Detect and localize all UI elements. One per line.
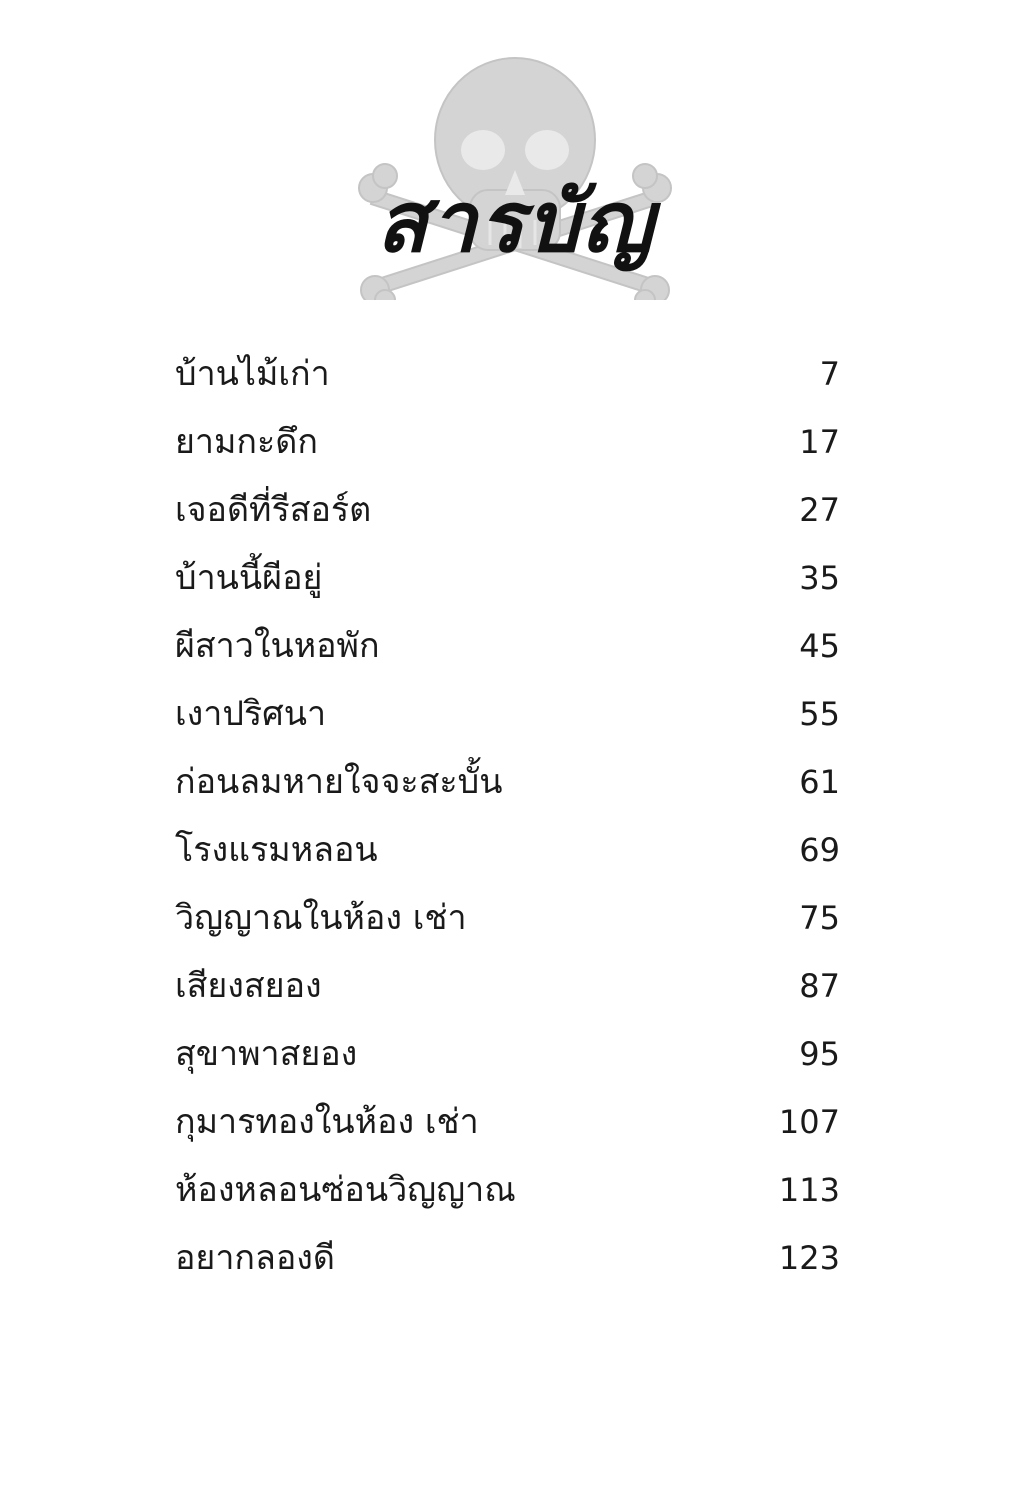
toc-entry-page: 95 <box>799 1035 840 1073</box>
toc-entry-page: 75 <box>799 899 840 937</box>
toc-entry-page: 7 <box>819 355 840 393</box>
toc-entry-title: บ้านไม้เก่า <box>175 354 330 394</box>
toc-row[interactable] <box>175 1156 840 1224</box>
toc-entry-page: 123 <box>778 1239 840 1277</box>
toc-entry-page: 107 <box>778 1103 840 1141</box>
toc-row[interactable] <box>175 680 840 748</box>
toc-entry-page: 87 <box>799 967 840 1005</box>
toc-entry-title: เงาปริศนา <box>175 694 327 734</box>
toc-entry-title: โรงแรมหลอน <box>175 830 378 870</box>
toc-entry-title: สุขาพาสยอง <box>175 1034 358 1074</box>
toc-entry-title: บ้านนี้ผีอยู่ <box>175 558 323 598</box>
toc-row[interactable] <box>175 612 840 680</box>
toc-row[interactable] <box>175 1088 840 1156</box>
toc-entry-page: 113 <box>778 1171 840 1209</box>
toc-entry-title: วิญญาณในห้อง เช่า <box>175 898 467 938</box>
toc-entry-page: 61 <box>799 763 840 801</box>
toc-entry-title: กุมารทองในห้อง เช่า <box>175 1102 479 1142</box>
toc-row[interactable] <box>175 476 840 544</box>
toc-entry-page: 69 <box>799 831 840 869</box>
toc-entry-title: อยากลองดี <box>175 1238 335 1278</box>
toc-entry-page: 27 <box>799 491 840 529</box>
table-of-contents <box>175 340 840 1292</box>
toc-entry-title: ห้องหลอนซ่อนวิญญาณ <box>175 1170 516 1210</box>
toc-row[interactable] <box>175 748 840 816</box>
header <box>0 40 1031 300</box>
toc-row[interactable] <box>175 1224 840 1292</box>
toc-entry-title: เจอดีที่รีสอร์ต <box>175 490 372 530</box>
toc-row[interactable] <box>175 408 840 476</box>
toc-row[interactable] <box>175 816 840 884</box>
toc-entry-page: 35 <box>799 559 840 597</box>
toc-entry-title: ก่อนลมหายใจจะสะบั้น <box>175 762 503 802</box>
toc-entry-page: 17 <box>799 423 840 461</box>
toc-row[interactable] <box>175 884 840 952</box>
page-title: สารบัญ <box>376 172 655 271</box>
toc-row[interactable] <box>175 1020 840 1088</box>
toc-entry-title: เสียงสยอง <box>175 966 322 1006</box>
toc-entry-title: ผีสาวในหอพัก <box>175 626 380 666</box>
toc-row[interactable] <box>175 952 840 1020</box>
toc-entry-page: 55 <box>799 695 840 733</box>
toc-entry-page: 45 <box>799 627 840 665</box>
toc-entry-title: ยามกะดึก <box>175 422 318 462</box>
toc-row[interactable] <box>175 340 840 408</box>
toc-row[interactable] <box>175 544 840 612</box>
